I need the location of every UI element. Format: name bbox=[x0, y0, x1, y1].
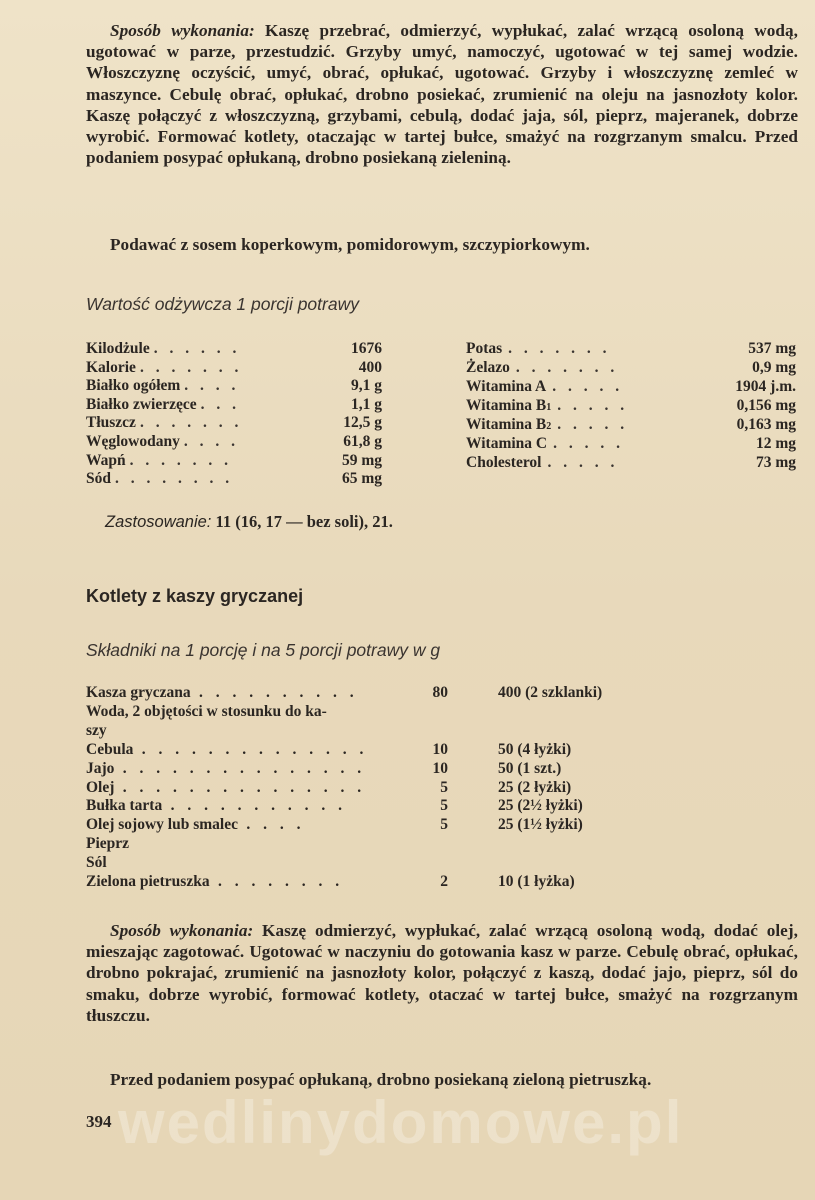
ingredient-row bbox=[86, 816, 716, 836]
ingredient-row bbox=[86, 741, 716, 761]
ingredient-label: szy bbox=[86, 721, 107, 739]
ingredient-name bbox=[86, 835, 416, 853]
leader-dots: . . . . . . . . bbox=[115, 470, 234, 488]
ingredient-name bbox=[86, 684, 416, 702]
leader-dots: . . . . . bbox=[557, 397, 629, 414]
nutrient-label: Potas bbox=[466, 340, 503, 357]
leader-dots: . . . . . bbox=[557, 416, 629, 433]
ingredient-label: Zielona pietruszka bbox=[86, 873, 210, 890]
nutrient-label: Kalorie bbox=[86, 358, 136, 376]
ingredient-name bbox=[86, 797, 416, 815]
nutrient-label: Białko zwierzęce bbox=[86, 395, 197, 413]
amount-one-portion: 5 bbox=[440, 797, 448, 815]
recipe-method-text: Kaszę odmierzyć, wypłukać, zalać wrzącą osoloną wodą, dodać olej, mieszając zagotować. Ugotować w naczyniu do gotowania kasz w parze. Cebulę obrać, opłukać, drobno pokrajać, zrumienić na jasnozłoty kolor, połączyć z kaszą, dodać jajo, pieprz, sól do smaku, dobrze wyrobić, formować kotlety, otaczać w tartej bułce, smażyć na rozgrzanym tłuszczu. bbox=[86, 921, 798, 1025]
nutrient-value: 59 mg bbox=[341, 451, 382, 469]
nutrient-value: 537 mg bbox=[748, 340, 796, 357]
nutrition-row bbox=[466, 454, 796, 473]
usage-line bbox=[105, 512, 393, 532]
nutrient-value: 73 mg bbox=[755, 454, 796, 471]
ingredient-name bbox=[86, 741, 416, 759]
ingredient-name bbox=[86, 703, 416, 721]
amount-five-portions: 50 (1 szt.) bbox=[498, 759, 562, 777]
nutrition-row bbox=[86, 414, 382, 433]
amount-five-portions: 50 (4 łyżki) bbox=[498, 740, 572, 758]
method-text: Kaszę przebrać, odmierzyć, wypłukać, zalać wrzącą osoloną wodą, ugotować w parze, przestudzić. Grzyby umyć, namoczyć, ugotować w tej samej wodzie. Włoszczyznę oczyścić, umyć, obrać, opłukać, ugotować. Grzyby i włoszczyznę zemleć w maszynce. Cebulę obrać, opłukać, drobno posiekać, zrumienić na oleju na jasnozłoty kolor. Kaszę połączyć z włoszczyzną, grzybami, cebulą, dodać jaja, sól, pieprz, majeranek, dobrze wyrobić. Formować kotlety, otaczając w tartej bułce, smażyć na rozgrzanym smalcu. Przed podaniem posypać opłukaną, drobno posiekaną zieleniną. bbox=[86, 21, 798, 168]
ingredient-row bbox=[86, 760, 716, 780]
ingredient-name bbox=[86, 722, 416, 740]
recipe-method-lead: Sposób wykonania: bbox=[110, 921, 254, 940]
nutrition-row bbox=[466, 435, 796, 454]
nutrition-row bbox=[86, 452, 382, 471]
amount-five-portions: 25 (2½ łyżki) bbox=[498, 797, 583, 815]
amount-one-portion: 5 bbox=[440, 816, 448, 834]
nutrition-row bbox=[466, 340, 796, 359]
ingredient-row bbox=[86, 797, 716, 817]
ingredient-row bbox=[86, 873, 716, 893]
nutrition-row bbox=[86, 340, 382, 359]
nutrient-value: 12 mg bbox=[755, 435, 796, 452]
nutrient-value: 0,156 mg bbox=[736, 397, 796, 414]
nutrient-value: 1,1 g bbox=[351, 395, 382, 413]
nutrition-row bbox=[86, 377, 382, 396]
leader-dots: . . . . . bbox=[547, 454, 619, 471]
ingredient-row bbox=[86, 684, 716, 704]
leader-dots: . . . . bbox=[183, 433, 239, 450]
leader-dots: . . . . . . . bbox=[129, 451, 233, 469]
page-number: 394 bbox=[86, 1112, 112, 1131]
ingredient-row bbox=[86, 779, 716, 799]
leader-dots: . . . . . . . . . . bbox=[190, 684, 359, 701]
amount-one-portion: 80 bbox=[432, 684, 448, 701]
ingredient-label: Cebula bbox=[86, 740, 134, 758]
ingredients-heading: Składniki na 1 porcję i na 5 porcji potrawy w g bbox=[86, 640, 441, 660]
serve-suggestion: Podawać z sosem koperkowym, pomidorowym, szczypiorkowym. bbox=[110, 235, 590, 254]
ingredient-name bbox=[86, 854, 416, 872]
nutrient-value: 1904 j.m. bbox=[735, 378, 796, 395]
amount-five-portions: 10 (1 łyżka) bbox=[498, 873, 575, 890]
leader-dots: . . . . bbox=[237, 816, 305, 834]
ingredient-label: Sól bbox=[86, 854, 107, 872]
nutrient-value: 12,5 g bbox=[343, 414, 382, 432]
nutrient-label: Witamina B bbox=[466, 416, 547, 433]
ingredient-name bbox=[86, 760, 416, 778]
amount-one-portion: 10 bbox=[432, 740, 448, 758]
nutrient-subscript: 1 bbox=[546, 402, 552, 413]
ingredient-label: Olej sojowy lub smalec bbox=[86, 816, 238, 834]
ingredient-name bbox=[86, 779, 416, 797]
ingredient-row bbox=[86, 703, 716, 723]
nutrient-label: Białko ogółem bbox=[86, 377, 181, 395]
nutrition-row bbox=[466, 359, 796, 378]
nutrient-value: 9,1 g bbox=[351, 377, 382, 395]
nutrient-label: Cholesterol bbox=[466, 454, 542, 471]
nutrient-value: 61,8 g bbox=[343, 433, 382, 450]
ingredient-name bbox=[86, 873, 416, 891]
amount-one-portion: 5 bbox=[440, 778, 448, 796]
nutrient-label: Witamina B bbox=[466, 397, 547, 414]
leader-dots: . . . . . . . bbox=[515, 359, 619, 376]
ingredient-label: Pieprz bbox=[86, 835, 130, 853]
leader-dots: . . . . . . bbox=[153, 340, 241, 357]
nutrition-row bbox=[466, 397, 796, 416]
ingredient-name bbox=[86, 816, 416, 834]
nutrient-label: Wapń bbox=[86, 451, 126, 469]
ingredient-row bbox=[86, 835, 716, 855]
nutrient-label: Witamina C bbox=[466, 435, 548, 452]
leader-dots: . . . . . . . bbox=[508, 340, 611, 357]
ingredient-label: Woda, 2 objętości w stosunku do ka- bbox=[86, 702, 327, 720]
nutrient-label: Tłuszcz bbox=[86, 414, 136, 432]
amount-five-portions: 25 (2 łyżki) bbox=[498, 778, 572, 796]
leader-dots: . . . . . . . bbox=[139, 414, 243, 432]
leader-dots: . . . . . . . . . . . . . . bbox=[133, 740, 368, 758]
ingredient-label: Jajo bbox=[86, 759, 115, 777]
nutrition-row bbox=[466, 416, 796, 435]
nutrition-row bbox=[466, 378, 796, 397]
ingredient-row bbox=[86, 854, 716, 874]
method-lead: Sposób wykonania: bbox=[110, 21, 255, 40]
nutrient-value: 0,9 mg bbox=[752, 359, 796, 376]
leader-dots: . . . . . . . bbox=[139, 358, 243, 376]
nutrient-value: 0,163 mg bbox=[736, 416, 796, 433]
nutrient-label: Żelazo bbox=[466, 359, 510, 376]
watermark: wedlinydomowe.pl bbox=[118, 1089, 684, 1156]
leader-dots: . . . . . . . . bbox=[209, 873, 344, 890]
nutrient-value: 65 mg bbox=[341, 470, 382, 488]
nutrition-heading: Wartość odżywcza 1 porcji potrawy bbox=[86, 294, 359, 314]
amount-one-portion: 2 bbox=[440, 873, 448, 890]
leader-dots: . . . . . . . . . . . bbox=[162, 797, 347, 815]
ingredient-label: Olej bbox=[86, 778, 115, 796]
leader-dots: . . . . bbox=[184, 377, 240, 395]
nutrition-row bbox=[86, 433, 382, 452]
nutrient-label: Witamina A bbox=[466, 378, 547, 395]
nutrient-label: Kilodżule bbox=[86, 340, 150, 357]
top-method-paragraph bbox=[86, 20, 798, 168]
amount-one-portion: 10 bbox=[432, 759, 448, 777]
recipe-serve: Przed podaniem posypać opłukaną, drobno posiekaną zieloną pietruszką. bbox=[110, 1070, 652, 1089]
nutrient-value: 400 bbox=[358, 358, 382, 376]
leader-dots: . . . . . . . . . . . . . . . bbox=[114, 778, 366, 796]
usage-lead: Zastosowanie: bbox=[105, 513, 212, 531]
leader-dots: . . . . . bbox=[552, 378, 624, 395]
nutrient-subscript: 2 bbox=[546, 421, 552, 432]
ingredient-row bbox=[86, 722, 716, 742]
nutrition-row bbox=[86, 470, 382, 489]
nutrition-row bbox=[86, 359, 382, 378]
ingredient-label: Bułka tarta bbox=[86, 797, 163, 815]
leader-dots: . . . . . bbox=[553, 435, 624, 452]
nutrient-label: Sód bbox=[86, 470, 111, 488]
recipe-method-paragraph bbox=[86, 920, 798, 1026]
amount-five-portions: 25 (1½ łyżki) bbox=[498, 816, 583, 834]
nutrient-label: Węglowodany bbox=[86, 433, 180, 450]
usage-text: 11 (16, 17 — bez soli), 21. bbox=[211, 512, 393, 531]
nutrition-row bbox=[86, 396, 382, 415]
ingredient-label: Kasza gryczana bbox=[86, 684, 191, 701]
leader-dots: . . . bbox=[200, 395, 240, 413]
leader-dots: . . . . . . . . . . . . . . . bbox=[114, 759, 366, 777]
amount-five-portions: 400 (2 szklanki) bbox=[498, 684, 603, 701]
recipe-title: Kotlety z kaszy gryczanej bbox=[86, 586, 304, 606]
nutrient-value: 1676 bbox=[351, 340, 382, 357]
